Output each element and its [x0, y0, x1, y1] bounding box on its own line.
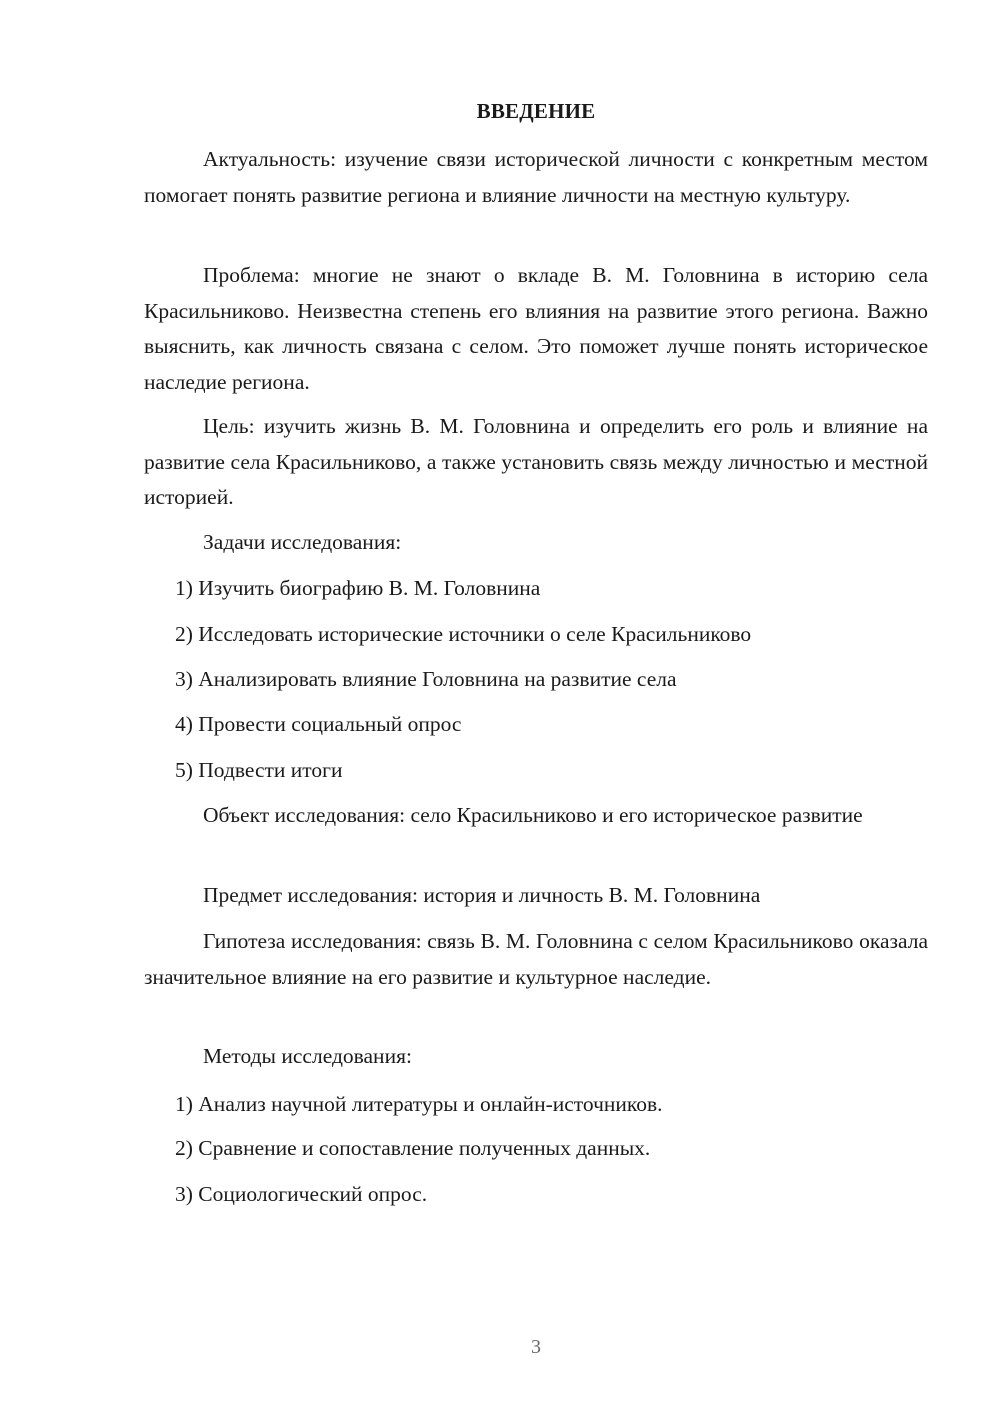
hypothesis-paragraph: Гипотеза исследования: связь В. М. Головнина с селом Красильниково оказала значительное влияние на его развитие и культурное наследие.	[144, 929, 928, 989]
goal-paragraph: Цель: изучить жизнь В. М. Головнина и определить его роль и влияние на развитие села Красильниково, а также установить связь между личностью и местной историей.	[144, 414, 928, 509]
task-item: 5) Подвести итоги	[175, 758, 343, 782]
method-item: 3) Социологический опрос.	[175, 1182, 428, 1206]
method-item: 2) Сравнение и сопоставление полученных данных.	[175, 1136, 651, 1160]
task-item: 3) Анализировать влияние Головнина на развитие села	[175, 667, 677, 691]
page-number: 3	[531, 1336, 541, 1358]
relevance-paragraph: Актуальность: изучение связи исторической личности с конкретным местом помогает понять развитие региона и влияние личности на местную культуру.	[144, 147, 928, 207]
task-item: 2) Исследовать исторические источники о селе Красильниково	[175, 622, 752, 646]
section-heading: ВВЕДЕНИЕ	[476, 99, 596, 123]
task-item: 4) Провести социальный опрос	[175, 712, 462, 736]
subject-paragraph: Предмет исследования: история и личность В. М. Головнина	[203, 883, 761, 907]
problem-paragraph: Проблема: многие не знают о вкладе В. М. Головнина в историю села Красильниково. Неизвестна степень его влияния на развитие этого региона. Важно выяснить, как личность связана с селом. Это поможет лучше понять историческое наследие региона.	[144, 263, 928, 394]
methods-heading: Методы исследования:	[203, 1044, 412, 1068]
tasks-heading: Задачи исследования:	[203, 530, 402, 554]
object-paragraph: Объект исследования: село Красильниково и его историческое развитие	[203, 803, 863, 827]
task-item: 1) Изучить биографию В. М. Головнина	[175, 576, 541, 600]
method-item: 1) Анализ научной литературы и онлайн-источников.	[175, 1092, 663, 1116]
